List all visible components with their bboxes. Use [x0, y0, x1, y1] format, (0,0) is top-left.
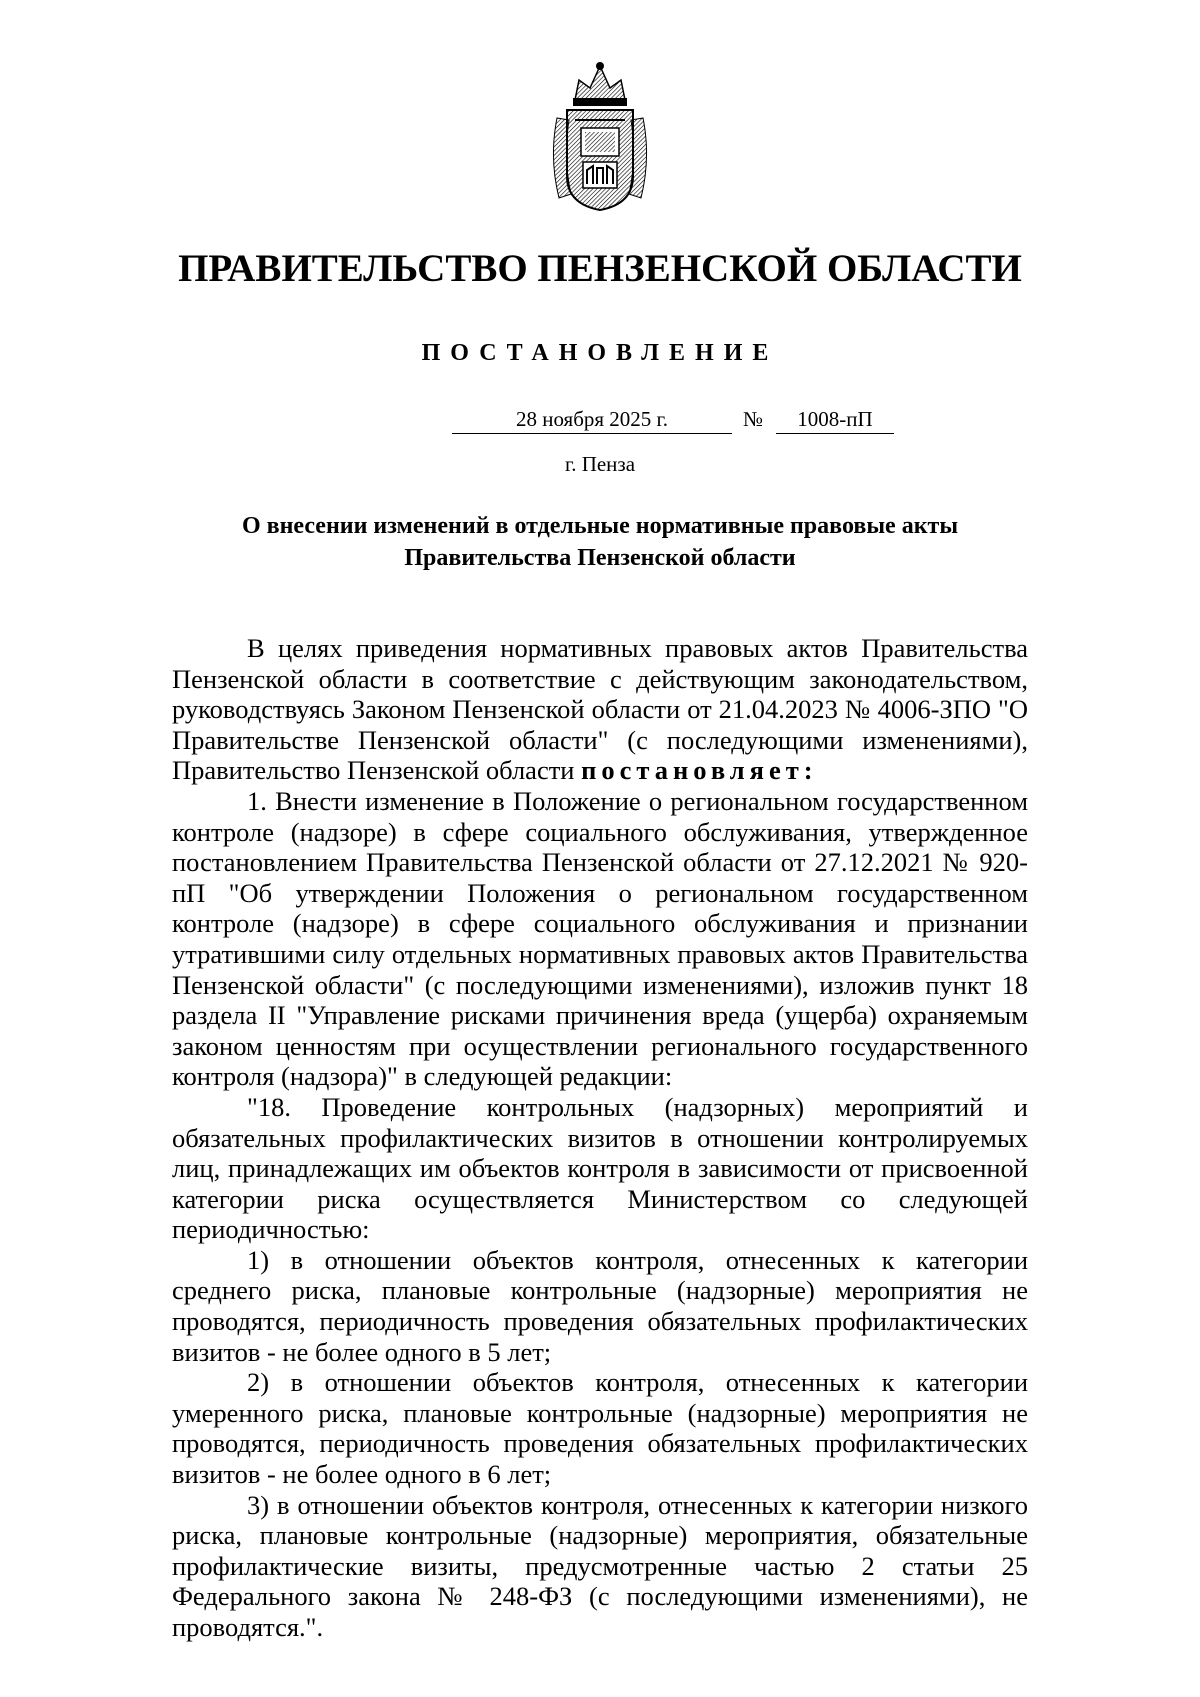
subject-line-2: Правительства Пензенской области	[404, 545, 796, 571]
item-1-paragraph: 1. Внести изменение в Положение о региональном государственном контроле (надзоре) в сфере социального обслуживания, утвержденное постановлением Правительства Пензенской области от 27.12.2021 № 920-пП "Об утверждении Положения о региональном государственном контроле (надзоре) в сфере социального обслуживания и признании утратившими силу отдельных нормативных правовых актов Правительства Пензенской области" (с последующими изменениями), изложив пункт 18 раздела II "Управление рисками причинения вреда (ущерба) охраняемым законом ценностям при осуществлении регионального государственного контроля (надзора)" в следующей редакции:	[172, 785, 1028, 1092]
decree-word: постановляет:	[581, 755, 818, 786]
document-type: ПОСТАНОВЛЕНИЕ	[421, 340, 779, 366]
preamble-paragraph	[172, 633, 1028, 786]
city: г. Пенза	[564, 452, 636, 476]
document-date: 28 ноября 2025 г.	[452, 405, 732, 434]
document-body	[172, 633, 1028, 1643]
number-sign: №	[743, 407, 764, 431]
preamble-text: В целях приведения нормативных правовых актов Правительства Пензенской области в соответствие с действующим законодательством, руководствуясь Законом Пензенской области от 21.04.2023 № 4006-ЗПО "О Правительстве Пензенской области" (с последующими изменениями), Правительство Пензенской области	[172, 633, 1028, 786]
subitem-1-paragraph: 1) в отношении объектов контроля, отнесенных к категории среднего риска, плановые контрольные (надзорные) мероприятия не проводятся, периодичность проведения обязательных профилактических визитов - не более одного в 5 лет;	[172, 1244, 1028, 1367]
subject-line-1: О внесении изменений в отдельные нормативные правовые акты	[241, 513, 959, 539]
document-subject	[170, 510, 1030, 574]
government-name: ПРАВИТЕЛЬСТВО ПЕНЗЕНСКОЙ ОБЛАСТИ	[178, 247, 1022, 290]
item-18-paragraph: "18. Проведение контрольных (надзорных) мероприятий и обязательных профилактических визитов в отношении контролируемых лиц, принадлежащих им объектов контроля в зависимости от присвоенной категории риска осуществляется Министерством со следующей периодичностью:	[172, 1091, 1028, 1245]
document-number: 1008-пП	[776, 405, 894, 434]
subitem-2-paragraph: 2) в отношении объектов контроля, отнесенных к категории умеренного риска, плановые контрольные (надзорные) мероприятия не проводятся, периодичность проведения обязательных профилактических визитов - не более одного в 6 лет;	[172, 1367, 1028, 1490]
coat-of-arms-icon	[545, 58, 655, 213]
date-number-line	[0, 405, 1200, 435]
subitem-3-paragraph: 3) в отношении объектов контроля, отнесенных к категории низкого риска, плановые контрольные (надзорные) мероприятия, обязательные профилактические визиты, предусмотренные частью 2 статьи 25 Федерального закона № 248-ФЗ (с последующими изменениями), не проводятся.".	[172, 1489, 1028, 1642]
